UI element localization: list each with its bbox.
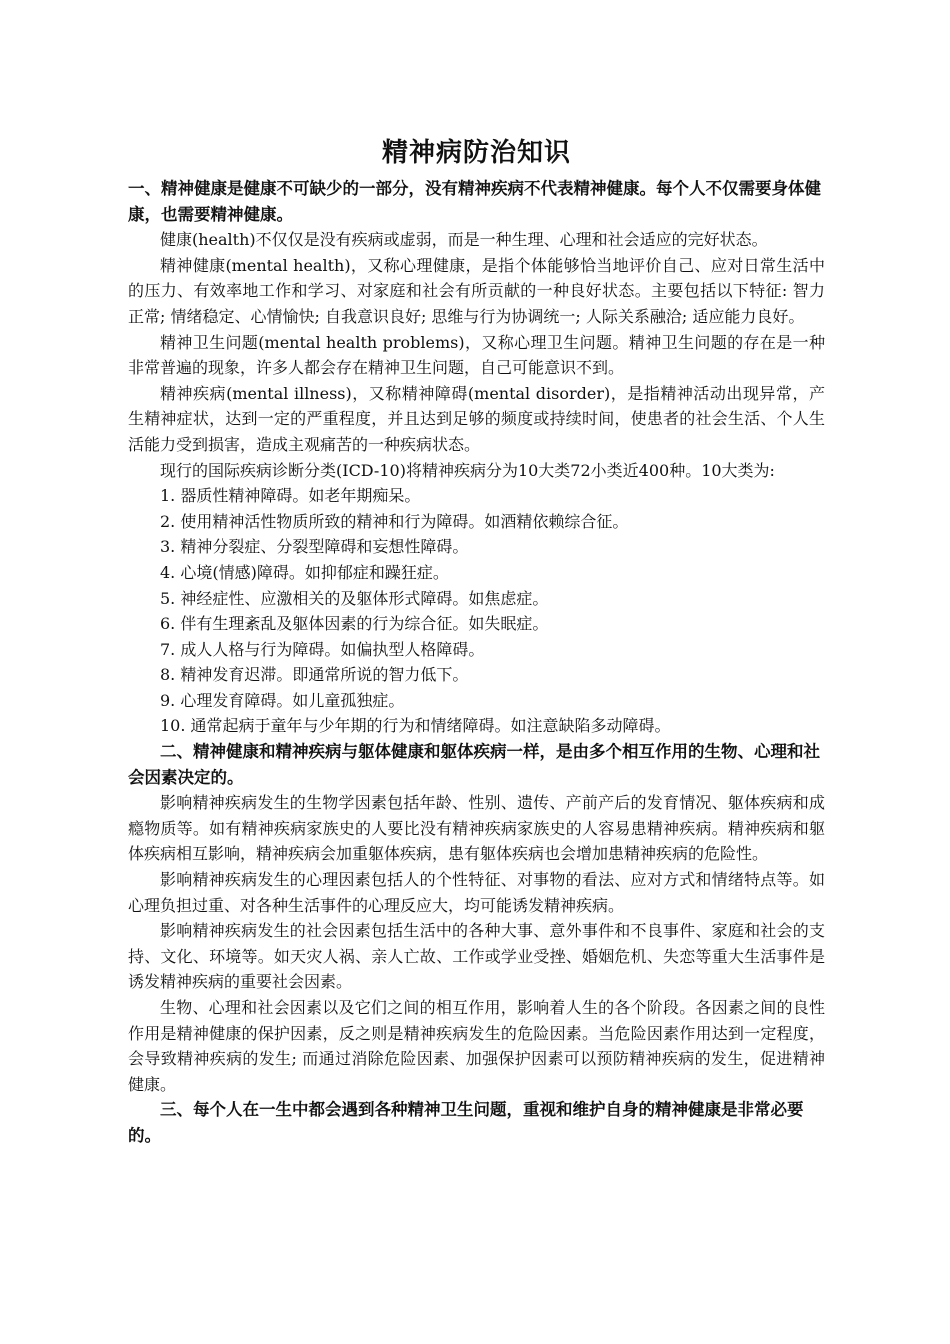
section-3-heading: 三、每个人在一生中都会遇到各种精神卫生问题，重视和维护自身的精神健康是非常必要的。 (128, 1100, 804, 1145)
list-item: 9. 心理发育障碍。如儿童孤独症。 (160, 690, 405, 710)
list-item: 5. 神经症性、应激相关的及躯体形式障碍。如焦虑症。 (160, 588, 549, 608)
document-title: 精神病防治知识 (381, 138, 571, 168)
list-item: 3. 精神分裂症、分裂型障碍和妄想性障碍。 (160, 537, 469, 557)
section-1-heading: 一、精神健康是健康不可缺少的一部分，没有精神疾病不代表精神健康。每个人不仅需要身体健康，也需要精神健康。 (128, 179, 821, 224)
list-item: 10. 通常起病于童年与少年期的行为和情绪障碍。如注意缺陷多动障碍。 (160, 716, 671, 736)
section-2 (128, 739, 825, 1097)
paragraph-mental-illness: 精神疾病(mental illness)，又称精神障碍(mental disorder)，是指精神活动出现异常，产生精神症状，达到一定的严重程度，并且达到足够的频度或持续时间，使患者的社会生活、个人生活能力受到损害，造成主观痛苦的一种疾病状态。 (128, 383, 825, 454)
paragraph-mental-health: 精神健康(mental health)，又称心理健康，是指个体能够恰当地评价自己、应对日常生活中的压力、有效率地工作和学习、对家庭和社会有所贡献的一种良好状态。主要包括以下特征: 智力正常; 情绪稳定、心情愉快; 自我意识良好; 思维与行为协调统一; 人际关系融洽; 适应能力良好。 (128, 255, 825, 326)
paragraph-factor-interaction: 生物、心理和社会因素以及它们之间的相互作用，影响着人生的各个阶段。各因素之间的良性作用是精神健康的保护因素，反之则是精神疾病发生的危险因素。当危险因素作用达到一定程度，会导致精神疾病的发生; 而通过消除危险因素、加强保护因素可以预防精神疾病的发生，促进精神健康。 (128, 998, 825, 1094)
paragraph-psychological-factors: 影响精神疾病发生的心理因素包括人的个性特征、对事物的看法、应对方式和情绪特点等。如心理负担过重、对各种生活事件的心理反应大，均可能诱发精神疾病。 (128, 870, 825, 915)
icd10-category-list (128, 483, 825, 739)
paragraph-mental-health-problems: 精神卫生问题(mental health problems)，又称心理卫生问题。精神卫生问题的存在是一种非常普遍的现象，许多人都会存在精神卫生问题，自己可能意识不到。 (128, 332, 825, 378)
list-item: 7. 成人人格与行为障碍。如偏执型人格障碍。 (160, 639, 485, 659)
list-item: 2. 使用精神活性物质所致的精神和行为障碍。如酒精依赖综合征。 (160, 511, 629, 531)
paragraph-health-definition: 健康(health)不仅仅是没有疾病或虚弱，而是一种生理、心理和社会适应的完好状态。 (160, 230, 768, 250)
section-2-heading: 二、精神健康和精神疾病与躯体健康和躯体疾病一样，是由多个相互作用的生物、心理和社会因素决定的。 (128, 742, 820, 787)
list-item: 4. 心境(情感)障碍。如抑郁症和躁狂症。 (160, 562, 449, 582)
paragraph-biological-factors: 影响精神疾病发生的生物学因素包括年龄、性别、遗传、产前产后的发育情况、躯体疾病和成瘾物质等。如有精神疾病家族史的人要比没有精神疾病家族史的人容易患精神疾病。精神疾病和躯体疾病相互影响，精神疾病会加重躯体疾病，患有躯体疾病也会增加患精神疾病的危险性。 (128, 793, 825, 864)
paragraph-icd10-intro: 现行的国际疾病诊断分类(ICD-10)将精神疾病分为10大类72小类近400种。10大类为: (160, 460, 775, 480)
section-3 (128, 1097, 825, 1148)
list-item: 1. 器质性精神障碍。如老年期痴呆。 (160, 486, 421, 506)
section-1 (128, 176, 825, 739)
paragraph-social-factors: 影响精神疾病发生的社会因素包括生活中的各种大事、意外事件和不良事件、家庭和社会的支持、文化、环境等。如天灾人祸、亲人亡故、工作或学业受挫、婚姻危机、失恋等重大生活事件是诱发精神疾病的重要社会因素。 (128, 921, 825, 992)
list-item: 6. 伴有生理紊乱及躯体因素的行为综合征。如失眠症。 (160, 614, 549, 634)
list-item: 8. 精神发育迟滞。即通常所说的智力低下。 (160, 665, 469, 685)
